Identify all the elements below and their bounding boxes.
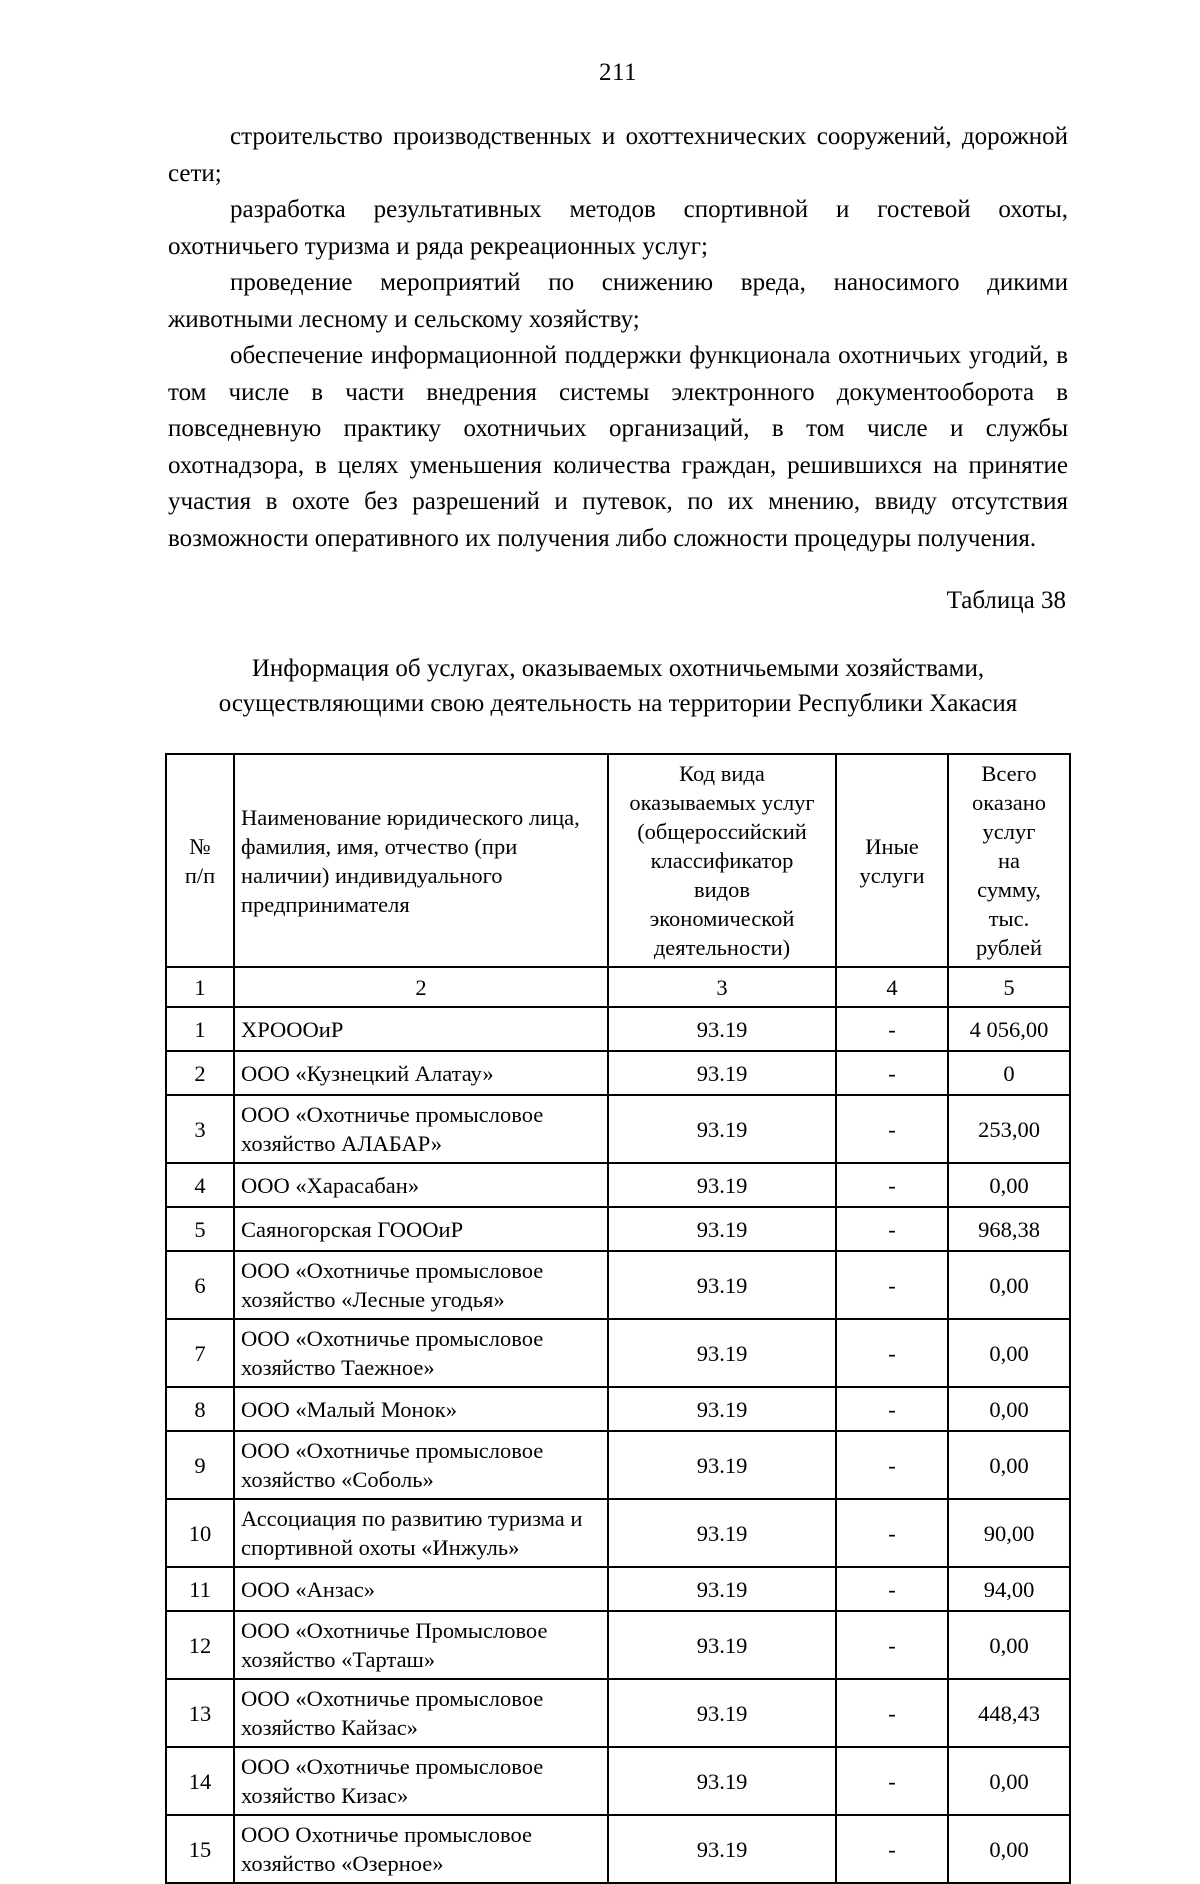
cell-total-sum: 0,00 bbox=[948, 1815, 1070, 1883]
header-total-sum bbox=[948, 754, 1070, 967]
cell-row-number: 5 bbox=[166, 1207, 234, 1251]
header-other-services-line-2: услуги bbox=[859, 862, 925, 888]
entity-name-line-2: хозяйство «Озерное» bbox=[241, 1851, 444, 1876]
cell-other-services: - bbox=[836, 1747, 948, 1815]
table-header bbox=[166, 754, 1070, 1007]
entity-name-line-2: хозяйство «Соболь» bbox=[241, 1467, 434, 1492]
entity-name-line-1: ООО «Малый Монок» bbox=[241, 1396, 457, 1422]
paragraph-1: строительство производственных и охоттехнических сооружений, дорожной сети; bbox=[168, 123, 1068, 187]
cell-other-services: - bbox=[836, 1431, 948, 1499]
cell-row-number: 10 bbox=[166, 1499, 234, 1567]
entity-name-line-1: ООО «Охотничье промысловое bbox=[241, 1438, 544, 1463]
cell-other-services: - bbox=[836, 1251, 948, 1319]
table-row bbox=[166, 1207, 1070, 1251]
cell-entity-name bbox=[234, 1747, 608, 1815]
table-row bbox=[166, 1747, 1070, 1815]
cell-service-code: 93.19 bbox=[608, 1431, 836, 1499]
cell-total-sum: 94,00 bbox=[948, 1567, 1070, 1611]
entity-name-line-1: ООО Охотничье промысловое bbox=[241, 1822, 532, 1847]
cell-entity-name bbox=[234, 1499, 608, 1567]
cell-total-sum: 0,00 bbox=[948, 1387, 1070, 1431]
entity-name-line-2: хозяйство Кайзас» bbox=[241, 1715, 418, 1740]
entity-name-line-1: ООО «Охотничье промысловое bbox=[241, 1754, 544, 1779]
cell-other-services: - bbox=[836, 1567, 948, 1611]
header-number-line-2: п/п bbox=[184, 862, 216, 888]
cell-entity-name bbox=[234, 1567, 608, 1611]
cell-total-sum: 0,00 bbox=[948, 1747, 1070, 1815]
entity-name-line-2: хозяйство Кизас» bbox=[241, 1783, 409, 1808]
entity-name-line-1: Ассоциация по развитию туризма и bbox=[241, 1506, 583, 1531]
cell-row-number: 15 bbox=[166, 1815, 234, 1883]
header-total-sum-line-6: тыс. bbox=[988, 906, 1030, 931]
entity-name-line-1: ООО «Охотничье промысловое bbox=[241, 1326, 544, 1351]
cell-row-number: 3 bbox=[166, 1095, 234, 1163]
header-service-code-line-6: экономической bbox=[649, 906, 795, 931]
cell-service-code: 93.19 bbox=[608, 1251, 836, 1319]
cell-other-services: - bbox=[836, 1007, 948, 1051]
entity-name-line-2: хозяйство «Тарташ» bbox=[241, 1647, 436, 1672]
column-number-1: 1 bbox=[166, 967, 234, 1007]
cell-service-code: 93.19 bbox=[608, 1387, 836, 1431]
entity-name-line-2: хозяйство «Лесные угодья» bbox=[241, 1287, 505, 1312]
column-number-4: 4 bbox=[836, 967, 948, 1007]
table-header-row bbox=[166, 754, 1070, 967]
table-row bbox=[166, 1163, 1070, 1207]
cell-total-sum: 0,00 bbox=[948, 1431, 1070, 1499]
page-number: 211 bbox=[598, 59, 638, 86]
cell-row-number: 1 bbox=[166, 1007, 234, 1051]
cell-row-number: 12 bbox=[166, 1611, 234, 1679]
cell-row-number: 11 bbox=[166, 1567, 234, 1611]
table-row bbox=[166, 1499, 1070, 1567]
table-caption bbox=[168, 651, 1068, 721]
header-other-services bbox=[836, 754, 948, 967]
cell-service-code: 93.19 bbox=[608, 1207, 836, 1251]
table-row bbox=[166, 1387, 1070, 1431]
header-service-code bbox=[608, 754, 836, 967]
cell-entity-name bbox=[234, 1319, 608, 1387]
cell-total-sum: 0,00 bbox=[948, 1163, 1070, 1207]
cell-entity-name bbox=[234, 1431, 608, 1499]
table-caption-line-1: Информация об услугах, оказываемых охотничьемыми хозяйствами, bbox=[251, 655, 985, 682]
paragraph-2: разработка результативных методов спортивной и гостевой охоты, охотничьего туризма и ряда рекреационных услуг; bbox=[168, 196, 1068, 260]
cell-service-code: 93.19 bbox=[608, 1679, 836, 1747]
header-total-sum-line-4: на bbox=[997, 848, 1021, 873]
cell-other-services: - bbox=[836, 1095, 948, 1163]
cell-row-number: 2 bbox=[166, 1051, 234, 1095]
header-total-sum-line-3: услуг bbox=[982, 819, 1036, 844]
cell-total-sum: 968,38 bbox=[948, 1207, 1070, 1251]
entity-name-line-1: Саяногорская ГОООиР bbox=[241, 1216, 464, 1242]
table-row bbox=[166, 1679, 1070, 1747]
cell-service-code: 93.19 bbox=[608, 1747, 836, 1815]
cell-row-number: 6 bbox=[166, 1251, 234, 1319]
header-entity-name-line-3: наличии) индивидуального bbox=[241, 862, 503, 888]
paragraph-4: обеспечение информационной поддержки функционала охотничьих угодий, в том числе в части внедрения системы электронного документооборота в повседневную практику охотничьих организаций, в том числе и службы охотнадзора, в целях уменьшения количества граждан, решившихся на принятие участия в охоте без разрешений и путевок, по их мнению, ввиду отсутствия возможности оперативного их получения либо сложности процедуры получения. bbox=[168, 342, 1068, 552]
cell-service-code: 93.19 bbox=[608, 1051, 836, 1095]
entity-name-line-2: хозяйство АЛАБАР» bbox=[241, 1131, 443, 1156]
table-row bbox=[166, 1095, 1070, 1163]
cell-entity-name bbox=[234, 1007, 608, 1051]
cell-service-code: 93.19 bbox=[608, 1319, 836, 1387]
entity-name-line-1: ООО «Харасабан» bbox=[241, 1172, 420, 1198]
entity-name-line-1: ООО «Кузнецкий Алатау» bbox=[241, 1060, 494, 1086]
table-row bbox=[166, 1007, 1070, 1051]
header-total-sum-line-5: сумму, bbox=[977, 877, 1041, 902]
header-number-line-1: № bbox=[189, 833, 211, 859]
table-row bbox=[166, 1051, 1070, 1095]
cell-other-services: - bbox=[836, 1499, 948, 1567]
header-total-sum-line-1: Всего bbox=[981, 761, 1037, 786]
header-entity-name-line-2: фамилия, имя, отчество (при bbox=[241, 833, 518, 859]
table-row bbox=[166, 1319, 1070, 1387]
cell-service-code: 93.19 bbox=[608, 1007, 836, 1051]
entity-name-line-1: ООО «Анзас» bbox=[241, 1576, 376, 1602]
cell-entity-name bbox=[234, 1095, 608, 1163]
header-entity-name-line-4: предпринимателя bbox=[241, 891, 410, 917]
cell-total-sum: 0,00 bbox=[948, 1611, 1070, 1679]
cell-service-code: 93.19 bbox=[608, 1163, 836, 1207]
column-number-3: 3 bbox=[608, 967, 836, 1007]
cell-total-sum: 0,00 bbox=[948, 1319, 1070, 1387]
cell-total-sum: 4 056,00 bbox=[948, 1007, 1070, 1051]
table-row bbox=[166, 1815, 1070, 1883]
entity-name-line-1: ООО «Охотничье промысловое bbox=[241, 1102, 544, 1127]
header-number bbox=[166, 754, 234, 967]
header-entity-name bbox=[234, 754, 608, 967]
cell-other-services: - bbox=[836, 1679, 948, 1747]
cell-service-code: 93.19 bbox=[608, 1567, 836, 1611]
cell-entity-name bbox=[234, 1611, 608, 1679]
table-row bbox=[166, 1611, 1070, 1679]
table-caption-line-2: осуществляющими свою деятельность на территории Республики Хакасия bbox=[218, 690, 1018, 717]
header-service-code-line-7: деятельности) bbox=[653, 935, 791, 960]
cell-service-code: 93.19 bbox=[608, 1095, 836, 1163]
cell-other-services: - bbox=[836, 1815, 948, 1883]
cell-row-number: 4 bbox=[166, 1163, 234, 1207]
cell-entity-name bbox=[234, 1207, 608, 1251]
cell-total-sum: 0,00 bbox=[948, 1251, 1070, 1319]
cell-entity-name bbox=[234, 1251, 608, 1319]
cell-total-sum: 0 bbox=[948, 1051, 1070, 1095]
cell-service-code: 93.19 bbox=[608, 1499, 836, 1567]
cell-total-sum: 448,43 bbox=[948, 1679, 1070, 1747]
header-entity-name-line-1: Наименование юридического лица, bbox=[241, 804, 580, 830]
column-number-5: 5 bbox=[948, 967, 1070, 1007]
header-service-code-line-2: оказываемых услуг bbox=[629, 790, 815, 815]
cell-total-sum: 90,00 bbox=[948, 1499, 1070, 1567]
cell-service-code: 93.19 bbox=[608, 1611, 836, 1679]
cell-service-code: 93.19 bbox=[608, 1815, 836, 1883]
column-number-2: 2 bbox=[234, 967, 608, 1007]
entity-name-line-1: ХРОООиР bbox=[241, 1016, 344, 1042]
header-total-sum-line-7: рублей bbox=[975, 935, 1043, 960]
table-column-numbers-row bbox=[166, 967, 1070, 1007]
cell-other-services: - bbox=[836, 1051, 948, 1095]
entity-name-line-1: ООО «Охотничье промысловое bbox=[241, 1686, 544, 1711]
cell-row-number: 7 bbox=[166, 1319, 234, 1387]
services-table bbox=[165, 753, 1071, 1884]
entity-name-line-2: спортивной охоты «Инжуль» bbox=[241, 1535, 520, 1560]
cell-entity-name bbox=[234, 1163, 608, 1207]
header-service-code-line-3: (общероссийский bbox=[637, 819, 807, 844]
cell-entity-name bbox=[234, 1387, 608, 1431]
table-label: Таблица 38 bbox=[946, 587, 1066, 614]
header-service-code-line-5: видов bbox=[694, 877, 750, 902]
table-body bbox=[166, 1007, 1070, 1883]
cell-entity-name bbox=[234, 1051, 608, 1095]
entity-name-line-1: ООО «Охотничье промысловое bbox=[241, 1258, 544, 1283]
cell-entity-name bbox=[234, 1679, 608, 1747]
table-row bbox=[166, 1431, 1070, 1499]
cell-row-number: 14 bbox=[166, 1747, 234, 1815]
header-service-code-line-4: классификатор bbox=[650, 848, 794, 873]
cell-entity-name bbox=[234, 1815, 608, 1883]
cell-row-number: 13 bbox=[166, 1679, 234, 1747]
cell-row-number: 9 bbox=[166, 1431, 234, 1499]
header-service-code-line-1: Код вида bbox=[679, 761, 765, 786]
header-other-services-line-1: Иные bbox=[865, 833, 919, 859]
header-total-sum-line-2: оказано bbox=[972, 790, 1046, 815]
paragraph-3: проведение мероприятий по снижению вреда, наносимого дикими животными лесному и сельскому хозяйству; bbox=[168, 269, 1068, 333]
cell-total-sum: 253,00 bbox=[948, 1095, 1070, 1163]
cell-row-number: 8 bbox=[166, 1387, 234, 1431]
entity-name-line-1: ООО «Охотничье Промысловое bbox=[241, 1618, 548, 1643]
cell-other-services: - bbox=[836, 1207, 948, 1251]
cell-other-services: - bbox=[836, 1387, 948, 1431]
cell-other-services: - bbox=[836, 1611, 948, 1679]
table-row bbox=[166, 1251, 1070, 1319]
table-row bbox=[166, 1567, 1070, 1611]
cell-other-services: - bbox=[836, 1163, 948, 1207]
entity-name-line-2: хозяйство Таежное» bbox=[241, 1355, 435, 1380]
cell-other-services: - bbox=[836, 1319, 948, 1387]
